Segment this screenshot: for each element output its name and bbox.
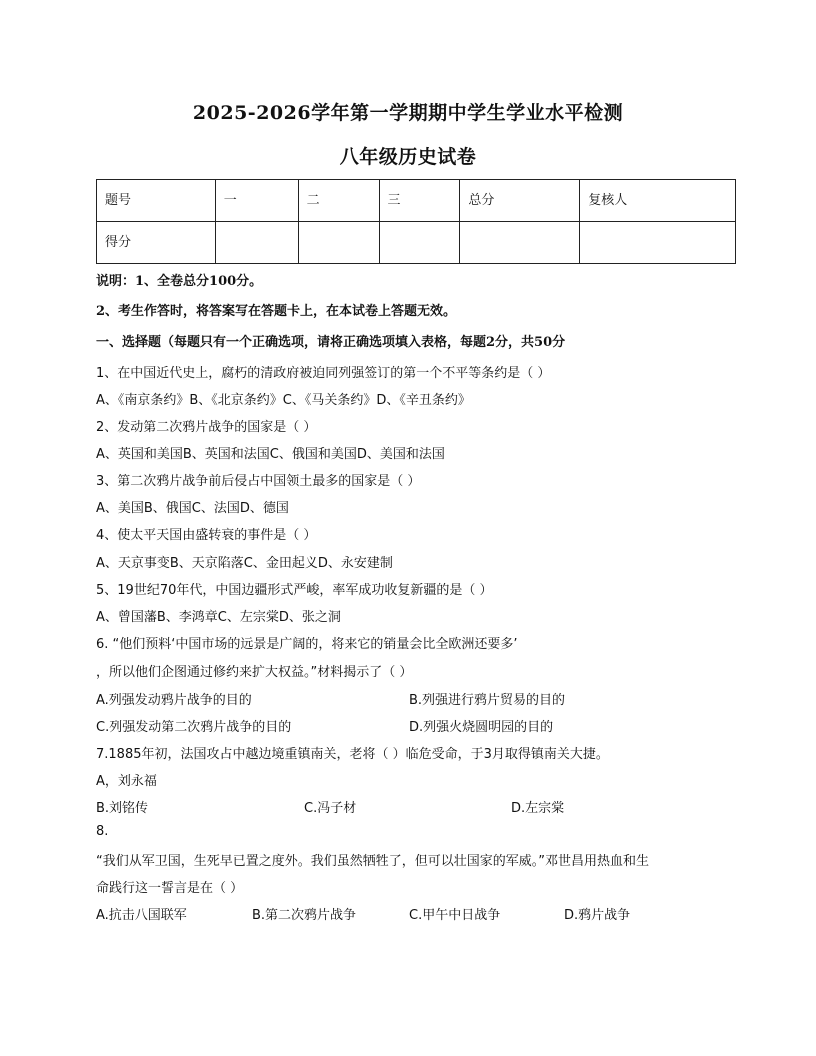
score-table: [96, 179, 736, 264]
question-4-options: A、天京事变B、天京陷落C、金田起义D、永安建制: [96, 556, 393, 571]
score-cell: [298, 222, 379, 264]
header-cell-reviewer: 复核人: [580, 180, 736, 222]
score-cell: [580, 222, 736, 264]
question-6-option-c: C.列强发动第二次鸦片战争的目的: [96, 720, 292, 735]
question-7-option-b: B.刘铭传: [96, 801, 149, 816]
question-3-options: A、美国B、俄国C、法国D、德国: [96, 501, 289, 516]
question-7: 7.1885年初，法国攻占中越边境重镇南关，老将（ ）临危受命，于3月取得镇南关大捷。: [96, 747, 609, 762]
row-label-score: 得分: [97, 222, 216, 264]
note-1: 说明：1、全卷总分100分。: [96, 274, 263, 289]
question-5-options: A、曾国藩B、李鸿章C、左宗棠D、张之洞: [96, 610, 341, 625]
question-8-option-d: D.鸦片战争: [564, 908, 631, 923]
question-8-line-2: 命践行这一誓言是在（ ）: [96, 881, 244, 896]
question-8-line-1: “我们从军卫国，生死早已置之度外。我们虽然牺牲了，但可以壮国家的军威。”邓世昌用热血和生: [96, 854, 649, 869]
question-6-option-b: B.列强进行鸦片贸易的目的: [409, 693, 566, 708]
question-4: 4、使太平天国由盛转衰的事件是（ ）: [96, 528, 317, 543]
question-7-option-c: C.冯子材: [304, 801, 357, 816]
question-6-line-2: ，所以他们企图通过修约来扩大权益。”材料揭示了（ ）: [96, 665, 413, 680]
question-7-option-d: D.左宗棠: [511, 801, 565, 816]
question-6-option-d: D.列强火烧圆明园的目的: [409, 720, 554, 735]
score-cell: [379, 222, 460, 264]
header-cell-1: 一: [215, 180, 298, 222]
score-table-score-row: [97, 222, 736, 264]
question-1: 1、在中国近代史上，腐朽的清政府被迫同列强签订的第一个不平等条约是（ ）: [96, 366, 551, 381]
question-5: 5、19世纪70年代，中国边疆形式严峻，率军成功收复新疆的是（ ）: [96, 583, 493, 598]
header-cell-2: 二: [298, 180, 379, 222]
header-cell-3: 三: [379, 180, 460, 222]
score-cell: [460, 222, 580, 264]
score-cell: [215, 222, 298, 264]
question-8-option-a: A.抗击八国联军: [96, 908, 187, 923]
question-1-options: A、《南京条约》B、《北京条约》C、《马关条约》D、《辛丑条约》: [96, 393, 471, 408]
exam-title: 2025-2026学年第一学期期中学生学业水平检测: [192, 102, 624, 124]
exam-subtitle: 八年级历史试卷: [339, 146, 477, 168]
question-7-option-a: A，刘永福: [96, 774, 157, 789]
question-8-option-b: B.第二次鸦片战争: [252, 908, 357, 923]
question-8-number: 8.: [96, 824, 109, 839]
question-8-option-c: C.甲午中日战争: [409, 908, 501, 923]
question-6-line-1: 6. “他们预料‘中国市场的远景是广阔的，将来它的销量会比全欧洲还要多’: [96, 637, 518, 652]
question-2-options: A、英国和美国B、英国和法国C、俄国和美国D、美国和法国: [96, 447, 445, 462]
question-6-option-a: A.列强发动鸦片战争的目的: [96, 693, 252, 708]
question-3: 3、第二次鸦片战争前后侵占中国领土最多的国家是（ ）: [96, 474, 421, 489]
score-table-header-row: [97, 180, 736, 222]
note-2: 2、考生作答时，将答案写在答题卡上，在本试卷上答题无效。: [96, 304, 457, 319]
header-cell-question-no: 题号: [97, 180, 216, 222]
header-cell-total: 总分: [460, 180, 580, 222]
question-2: 2、发动第二次鸦片战争的国家是（ ）: [96, 420, 317, 435]
section-1-heading: 一、选择题（每题只有一个正确选项，请将正确选项填入表格，每题2分，共50分: [96, 335, 566, 350]
